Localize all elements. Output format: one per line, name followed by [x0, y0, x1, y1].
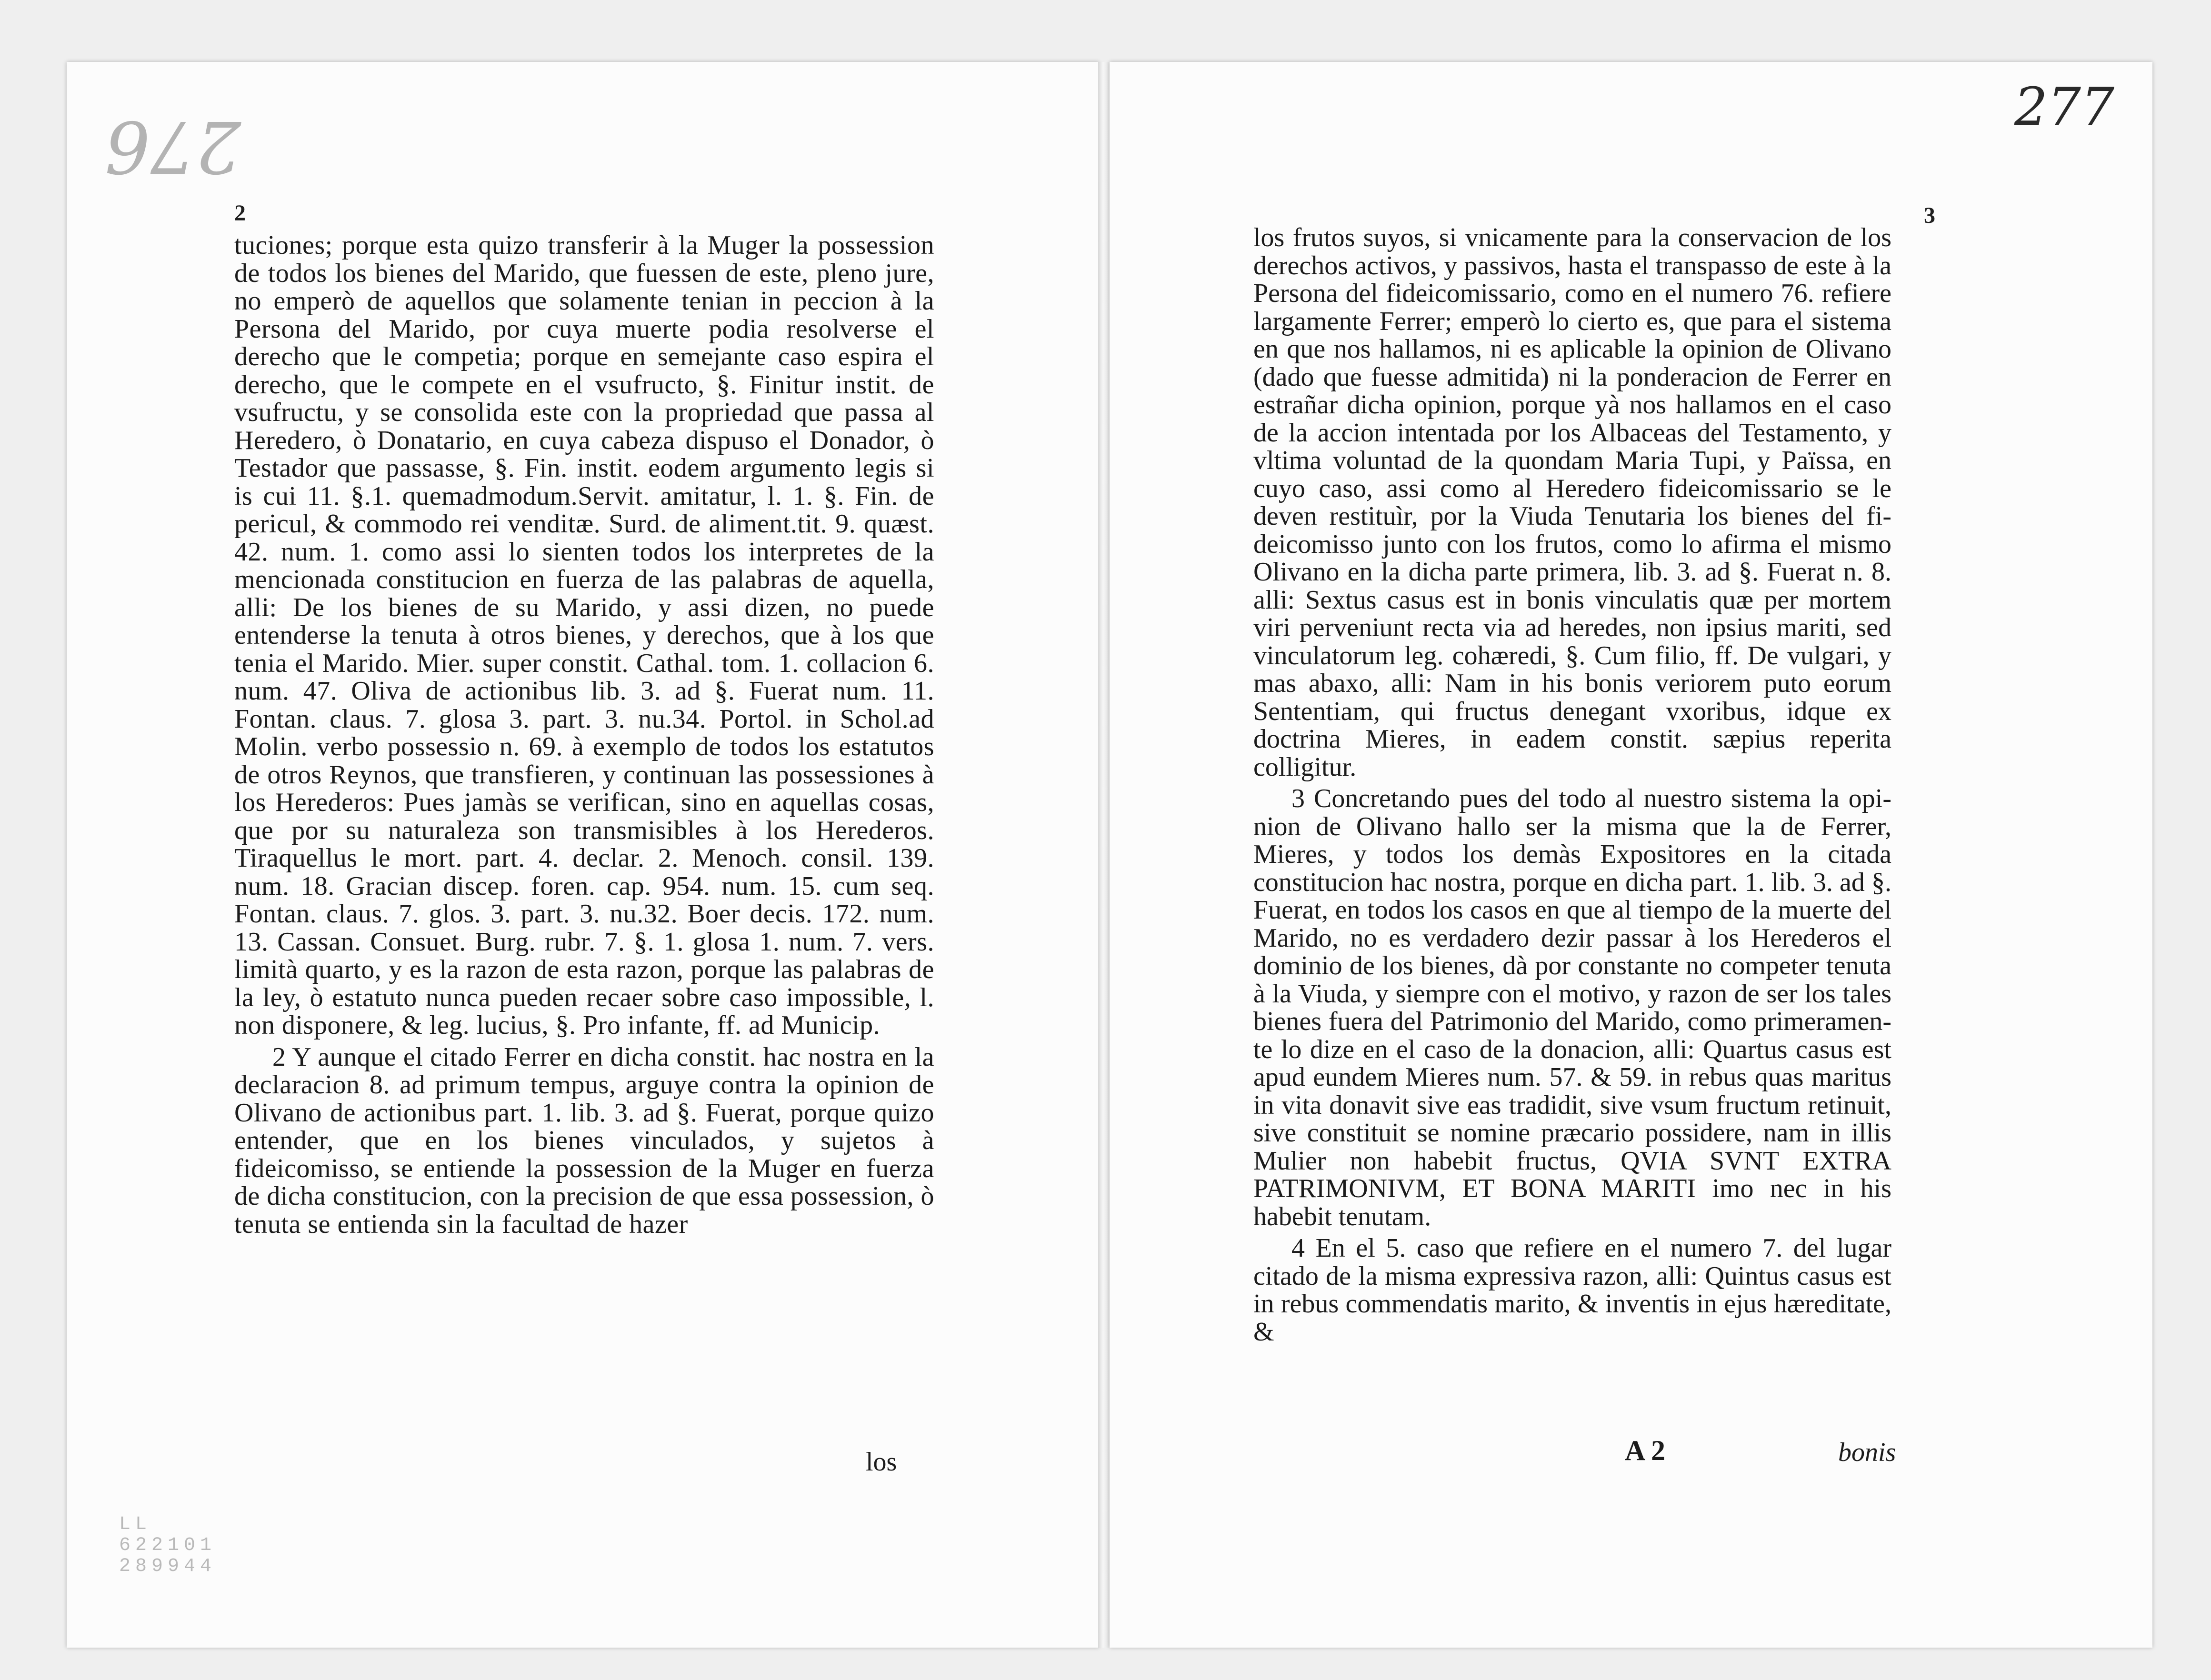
library-shelfmark	[119, 1514, 216, 1577]
left-paragraph-2: 2 Y aunque el citado Ferrer en dicha constit. hac nostra en la declaracion 8. ad primum tempus, arguye contra la opinion de Olivano de actionibus part. 1. lib. 3. ad §. Fuerat, porque quizo entender, que en los bienes vinculados, y sujetos à fideicomisso, se entiende la possession de la Muger en fuerza de dicha constitucion, con la precision de que essa possession, ò tenuta se entienda sin la facultad de hazer	[234, 1042, 934, 1239]
right-page-text	[1253, 224, 1891, 1346]
shelfmark-line-2: 622101	[119, 1535, 217, 1556]
signature-mark: A 2	[1625, 1435, 1666, 1466]
right-page-number: 3	[1924, 203, 1935, 228]
shelfmark-line-1: LL	[119, 1514, 152, 1535]
left-page-number: 2	[234, 200, 246, 226]
left-catchword: los	[866, 1447, 897, 1477]
handwritten-folio-number-left: 276	[105, 105, 241, 188]
left-paragraph-continuation: tuciones; porque esta quizo transferir à la Muger la possession de todos los bienes del Marido, que fuessen de este, pleno jure, no emperò de aquellos que solamente tenian in peccion à la Persona del Marido, por cuya muerte podia resolverse el derecho que le competia; porque en semejante caso espira el derecho, que le compete en el vsufructo, §. Finitur instit. de vsufructu, y se consolida este con la propriedad que passa al Heredero, ò Donatario, en cuya cabeza dispuso el Donador, ò Testador que passasse, §. Fin. instit. eodem argumento legis si is cui 11. §.1. quemadmodum.Servit. amitatur, l. 1. §. Fin. de pericul, & commodo rei venditæ. Surd. de aliment.tit. 9. quæst. 42. num. 1. como assi lo sienten todos los interpretes de la mencionada constitucion en fuerza de las palabras de aquella, alli: De los bienes de su Marido, y assi dizen, no puede entenderse la tenuta à otros bienes, y derechos, que à los que tenia el Marido. Mier. super constit. Cathal. tom. 1. collacion 6. num. 47. Oliva de actionibus lib. 3. ad §. Fuerat num. 11. Fontan. claus. 7. glosa 3. part. 3. nu.34. Portol. in Schol.ad Molin. verbo possessio n. 69. à exemplo de todos los estatutos de otros Reynos, que transfieren, y continuan las possessiones à los Herederos: Pues jamàs se verifican, sino en aquellas cosas, que por su naturaleza son transmisibles à los Herederos. Tiraquellus le mort. part. 4. declar. 2. Menoch. consil. 139. num. 18. Gracian discep. foren. cap. 954. num. 15. cum seq. Fontan. claus. 7. glos. 3. part. 3. nu.32. Boer decis. 172. num. 13. Cassan. Consuet. Burg. rubr. 7. §. 1. glosa 1. num. 7. vers. limità quarto, y es la razon de esta razon, porque las palabras de la ley, ò estatuto nunca pueden recaer sobre caso impossible, l. non disponere, & leg. lucius, §. Pro infante, ff. ad Municip.	[234, 230, 934, 1040]
right-paragraph-4: 4 En el 5. caso que refiere en el numero 7. del lugar citado de la misma expressiva razon, alli: Quintus casus est in rebus commendatis marito, & inventis in ejus hæreditate, &	[1253, 1233, 1891, 1347]
shelfmark-line-3: 289944	[119, 1556, 217, 1577]
handwritten-folio-number-right: 277	[2014, 76, 2114, 137]
right-catchword: bonis	[1838, 1438, 1896, 1467]
right-paragraph-3: 3 Concretando pues del todo al nuestro sistema la opinion de Olivano hallo ser la misma que la de Ferrer, Mieres, y todos los demàs Expositores en la citada constitucion hac nostra, porque en dicha part. 1. lib. 3. ad §. Fuerat, en todos los casos en que al tiempo de la muerte del Marido, no es verdadero dezir passar à los Herederos el dominio de los bienes, dà por constante no competer tenuta à la Viuda, y siempre con el motivo, y razon de ser los tales bienes fuera del Patrimonio del Marido, como primeramente lo dize en el caso de la donacion, alli: Quartus casus est apud eundem Mieres num. 57. & 59. in rebus quas maritus in vita donavit sive eas tradidit, sive vsum fructum retinuit, sive constituit se nomine præcario possidere, nam in illis Mulier non habebit fructus, QVIA SVNT EXTRA PATRIMONIVM, ET BONA MARITI imo nec in his habebit tenutam.	[1253, 784, 1891, 1231]
book-gutter	[1098, 62, 1111, 1648]
left-page-text	[234, 231, 934, 1238]
right-paragraph-continuation: los frutos suyos, si vnicamente para la conservacion de los derechos activos, y passivos, hasta el transpasso de este à la Persona del fideicomissario, como en el numero 76. refiere largamente Ferrer; emperò lo cierto es, que para el sistema en que nos hallamos, ni es aplicable la opinion de Olivano (dado que fuesse admitida) ni la ponderacion de Ferrer en estrañar dicha opinion, porque yà nos hallamos en el caso de la accion intentada por los Albaceas del Testamento, y vltima voluntad de la quondam Maria Tupi, y Païssa, en cuyo caso, assi como al Heredero fideicomissario se le deven restituìr, por la Viuda Tenutaria los bienes del fideicomisso junto con los frutos, como lo afirma el mismo Olivano en la dicha parte primera, lib. 3. ad §. Fuerat n. 8. alli: Sextus casus est in bonis vinculatis quæ per mortem viri perveniunt recta via ad heredes, non ipsius mariti, sed vinculatorum leg. cohæredi, §. Cum filio, ff. De vulgari, y mas abaxo, alli: Nam in his bonis veriorem puto eorum Sententiam, qui fructus denegant vxoribus, idque ex doctrina Mieres, in eadem constit. sæpius reperita colligitur.	[1253, 223, 1891, 782]
